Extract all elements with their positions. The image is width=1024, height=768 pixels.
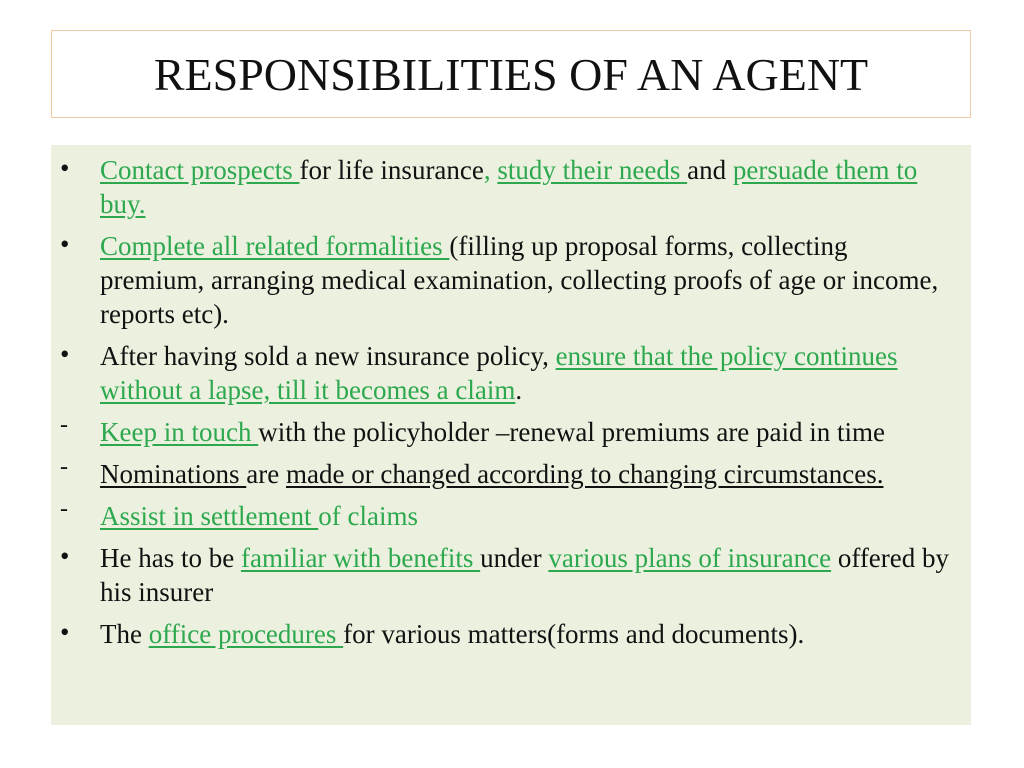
highlighted-phrase: persuade them to buy. — [100, 155, 918, 219]
bullet-marker: • — [60, 541, 70, 571]
bullet-marker: • — [60, 617, 70, 647]
item-text: offered by his insurer — [100, 543, 950, 607]
list-item — [51, 541, 951, 609]
highlighted-phrase: Contact prospects — [100, 155, 300, 185]
list-item — [51, 412, 951, 449]
highlighted-phrase: made or changed according to changing circumstances. — [285, 459, 884, 489]
highlighted-phrase: Nominations — [100, 459, 247, 489]
dash-marker: - — [60, 496, 68, 522]
list-item — [51, 339, 951, 407]
item-text: under — [480, 543, 549, 573]
dash-marker: - — [60, 454, 68, 480]
highlighted-phrase: familiar with benefits — [240, 543, 481, 573]
item-text: with the policyholder –renewal premiums are paid in time — [258, 417, 886, 447]
item-text: of claims — [318, 501, 418, 531]
slide-title: RESPONSIBILITIES OF AN AGENT — [153, 48, 869, 100]
highlighted-phrase: Complete all related formalities — [100, 231, 450, 261]
list-item — [51, 617, 951, 651]
highlighted-phrase: Keep in touch — [100, 417, 259, 447]
highlighted-phrase: ensure that the policy continues without a lapse, till it becomes a claim — [100, 341, 898, 405]
item-text: (filling up proposal forms, collecting premium, arranging medical examination, collecting proofs of age or income, reports etc). — [100, 231, 939, 329]
dash-marker: - — [60, 412, 68, 438]
bullet-marker: • — [60, 153, 70, 183]
item-text: After having sold a new insurance policy, — [100, 341, 556, 371]
content-box — [51, 145, 971, 725]
highlighted-phrase: office procedures — [148, 619, 344, 649]
title-box — [51, 30, 971, 118]
item-text: and — [687, 155, 733, 185]
bullet-marker: • — [60, 229, 70, 259]
item-text: for various matters(forms and documents). — [343, 619, 805, 649]
item-text: , — [483, 155, 498, 185]
highlighted-phrase: study their needs — [497, 155, 688, 185]
bullet-marker: • — [60, 339, 70, 369]
list-item — [51, 153, 951, 221]
list-item — [51, 454, 951, 491]
item-text: The — [100, 619, 149, 649]
item-text: He has to be — [100, 543, 241, 573]
item-text: . — [515, 375, 523, 405]
list-item — [51, 496, 951, 533]
highlighted-phrase: Assist in settlement — [100, 501, 319, 531]
item-text: are — [246, 459, 286, 489]
list-item — [51, 229, 951, 331]
item-text: for life insurance — [299, 155, 484, 185]
highlighted-phrase: various plans of insurance — [548, 543, 832, 573]
bullet-list — [51, 153, 951, 659]
